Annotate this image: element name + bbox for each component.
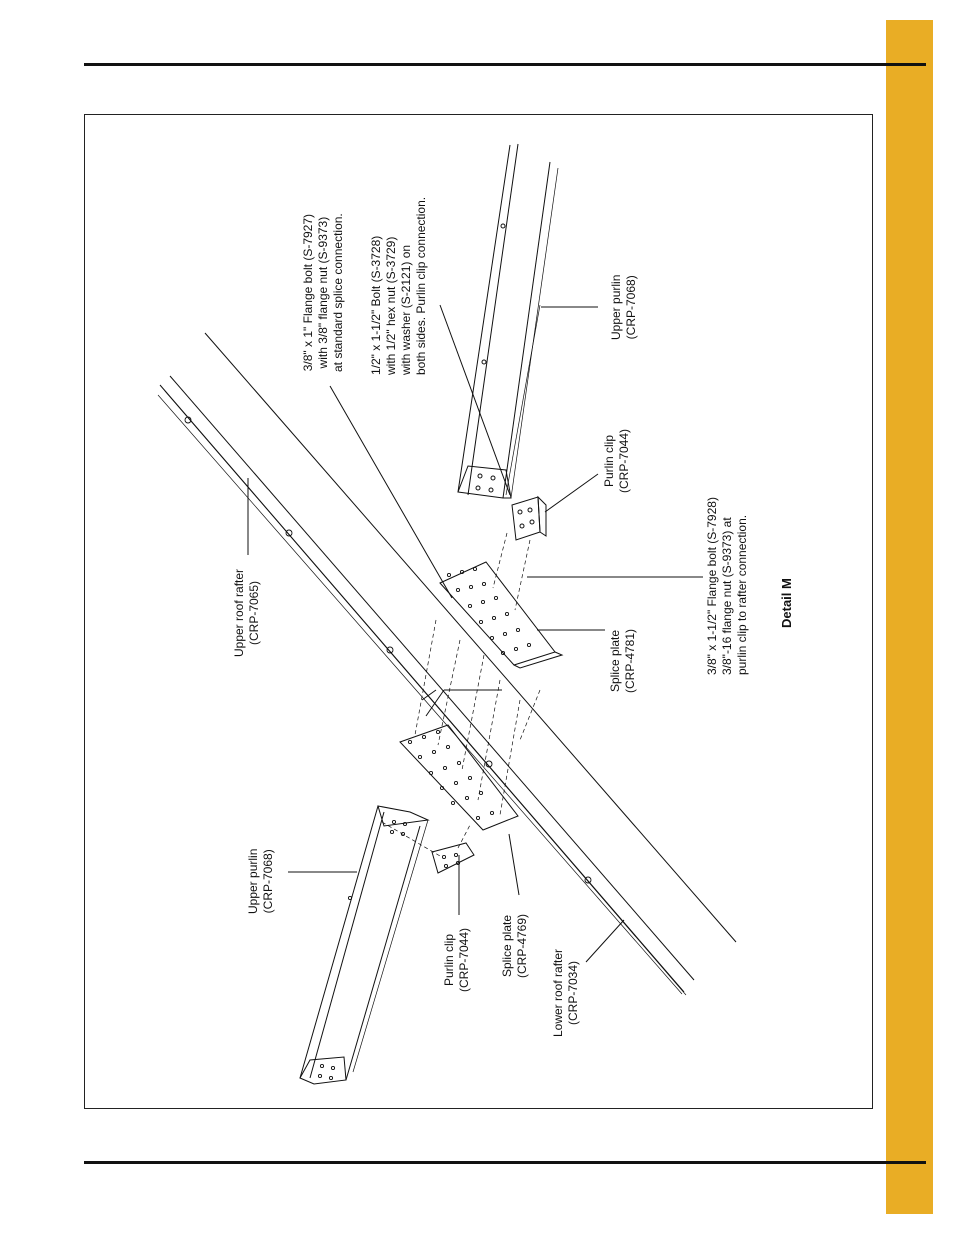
upper-purlin-left [300, 806, 378, 1078]
callout-lower-roof-rafter: Lower roof rafter (CRP-7034) [551, 948, 580, 1037]
callout-splice-plate-4769: Splice plate (CRP-4769) [500, 913, 529, 978]
upper-purlin-right [458, 145, 510, 492]
callout-upper-purlin-left: Upper purlin (CRP-7068) [246, 848, 275, 914]
purlin-clip-right [512, 497, 540, 540]
purlin-clip-left [432, 843, 474, 873]
callout-upper-purlin-right: Upper purlin (CRP-7068) [609, 274, 638, 340]
callout-splice-plate-4781: Splice plate (CRP-4781) [608, 628, 637, 693]
detail-title: Detail M [779, 578, 794, 628]
callout-flange-bolt-splice: 3/8" x 1" Flange bolt (S-7927) with 3/8" flange nut (S-9373) at standard splice connection. [301, 213, 345, 372]
callout-purlin-clip-left: Purlin clip (CRP-7044) [442, 927, 471, 992]
callout-bolt-purlin-clip: 1/2" x 1-1/2" Bolt (S-3728) with 1/2" hex nut (S-3729) with washer (S-2121) on both sides. Purlin clip connection. [369, 196, 428, 375]
callout-upper-roof-rafter: Upper roof rafter (CRP-7065) [232, 568, 261, 657]
callout-flange-bolt-rafter: 3/8" x 1-1/2" Flange bolt (S-7928) 3/8"-16 flange nut (S-9373) at purlin clip to rafter connection. [705, 497, 749, 675]
callout-purlin-clip-right: Purlin clip (CRP-7044) [602, 428, 631, 493]
bolt-dash-line [415, 620, 436, 735]
